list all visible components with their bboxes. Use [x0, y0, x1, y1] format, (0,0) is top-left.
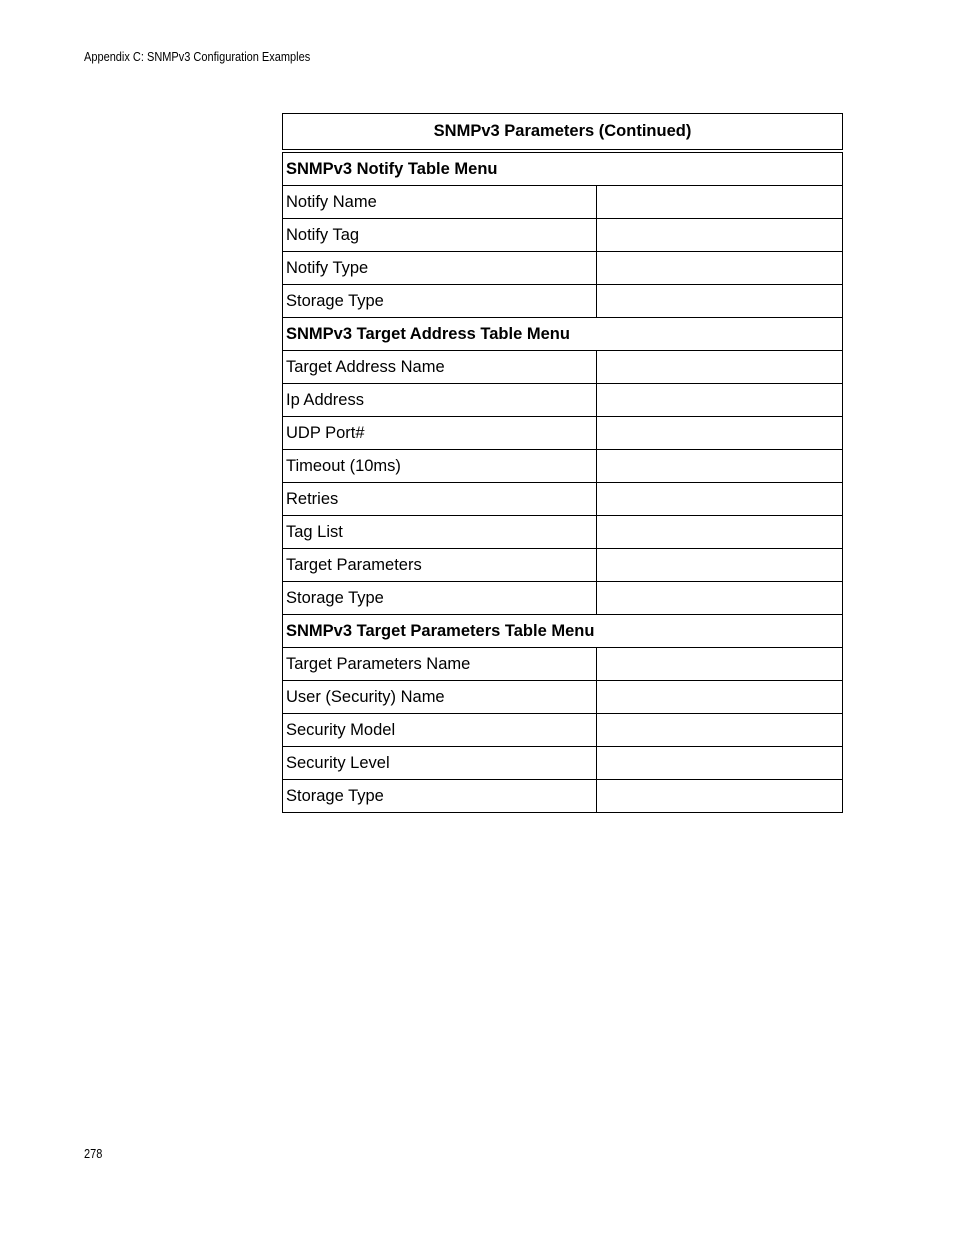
parameter-value-cell: [597, 450, 843, 483]
parameter-value-cell: [597, 219, 843, 252]
parameter-value-cell: [597, 747, 843, 780]
parameter-label: Storage Type: [283, 780, 597, 813]
parameter-label: Target Parameters Name: [283, 648, 597, 681]
parameter-value-cell: [597, 780, 843, 813]
table-row: [283, 747, 843, 780]
section-heading-target-address: SNMPv3 Target Address Table Menu: [283, 318, 843, 351]
table-row: [283, 549, 843, 582]
section-heading-notify: SNMPv3 Notify Table Menu: [283, 151, 843, 186]
parameter-label: Timeout (10ms): [283, 450, 597, 483]
parameter-label: UDP Port#: [283, 417, 597, 450]
parameter-label: Retries: [283, 483, 597, 516]
section-heading-row: [283, 151, 843, 186]
parameter-value-cell: [597, 417, 843, 450]
table-row: [283, 780, 843, 813]
parameter-label: Target Parameters: [283, 549, 597, 582]
table-row: [283, 648, 843, 681]
parameter-label: Tag List: [283, 516, 597, 549]
section-heading-row: [283, 318, 843, 351]
parameter-value-cell: [597, 714, 843, 747]
parameter-label: Storage Type: [283, 582, 597, 615]
parameter-value-cell: [597, 483, 843, 516]
table-row: [283, 516, 843, 549]
table-row: [283, 483, 843, 516]
parameter-label: Storage Type: [283, 285, 597, 318]
parameter-label: Ip Address: [283, 384, 597, 417]
parameter-value-cell: [597, 351, 843, 384]
parameter-value-cell: [597, 252, 843, 285]
parameter-value-cell: [597, 549, 843, 582]
table-row: [283, 681, 843, 714]
parameter-value-cell: [597, 285, 843, 318]
parameter-label: Target Address Name: [283, 351, 597, 384]
parameter-label: Security Model: [283, 714, 597, 747]
table-row: [283, 384, 843, 417]
parameter-label: Notify Type: [283, 252, 597, 285]
parameter-value-cell: [597, 648, 843, 681]
running-header: Appendix C: SNMPv3 Configuration Examples: [84, 50, 311, 64]
parameter-value-cell: [597, 516, 843, 549]
parameter-value-cell: [597, 186, 843, 219]
table-row: [283, 252, 843, 285]
parameter-label: Security Level: [283, 747, 597, 780]
parameter-label: Notify Tag: [283, 219, 597, 252]
table-row: [283, 450, 843, 483]
page-number: 278: [84, 1147, 103, 1161]
table-row: [283, 186, 843, 219]
parameter-value-cell: [597, 384, 843, 417]
snmpv3-parameters-table: [282, 113, 843, 813]
table-row: [283, 285, 843, 318]
table-row: [283, 351, 843, 384]
parameter-value-cell: [597, 681, 843, 714]
section-heading-row: [283, 615, 843, 648]
parameter-value-cell: [597, 582, 843, 615]
table-title: SNMPv3 Parameters (Continued): [283, 114, 843, 152]
section-heading-target-parameters: SNMPv3 Target Parameters Table Menu: [283, 615, 843, 648]
parameter-label: Notify Name: [283, 186, 597, 219]
table-title-row: [283, 114, 843, 152]
table-row: [283, 582, 843, 615]
table-row: [283, 417, 843, 450]
table-row: [283, 219, 843, 252]
parameter-label: User (Security) Name: [283, 681, 597, 714]
table-row: [283, 714, 843, 747]
